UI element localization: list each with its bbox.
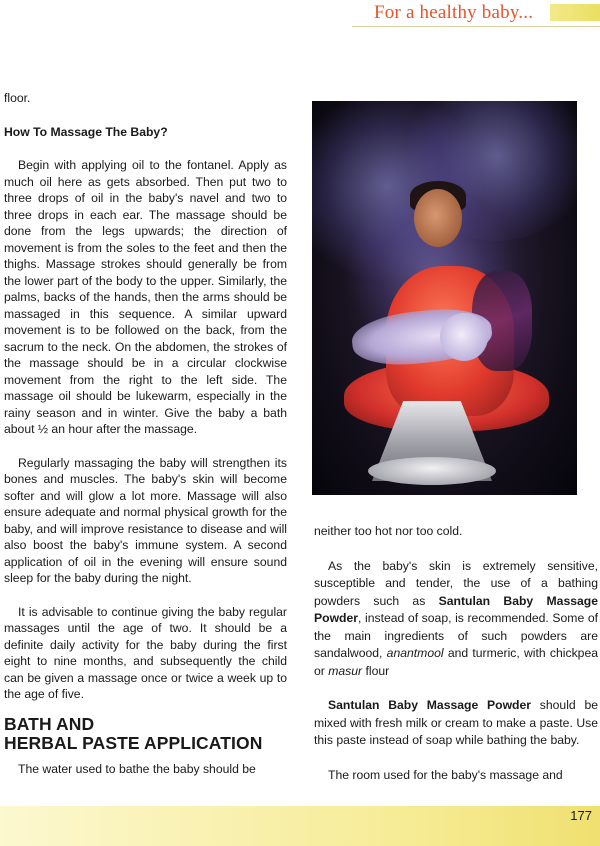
paragraph-massage-duration: It is advisable to continue giving the baby regular massages until the age of two. It should be a definite daily activity for the baby during the first eight to nine months, and subsequently the child can be given a massage once or twice a week up to the age of five. bbox=[4, 604, 287, 701]
page-number: 177 bbox=[570, 808, 592, 823]
paragraph-massage-steps: Begin with applying oil to the fontanel. Apply as much oil here as gets absorbed. Then put two to three drops of oil in the baby's navel and two to three drops in each ear. The massage should be done from the legs upwards; the direction of movement is from the soles to the feet and then the thighs. Massage strokes should generally be from the lower part of the body to the upper. Similarly, the palms, backs of the hands, then the arms should be massaged in this sequence. A similar upward movement is to be followed on the back, from the sacrum to the neck. On the abdomen, the strokes of the massage should be in a circular clockwise movement from the right to the left side. The massage oil should be lukewarm, especially in the rainy season and in winter. Give the baby a bath about ½ an hour after the massage. bbox=[4, 158, 287, 436]
paragraph-paste-instructions bbox=[314, 697, 598, 750]
section-title-line2: HERBAL PASTE APPLICATION bbox=[4, 732, 263, 753]
product-name-bold: Santulan Baby Massage Powder bbox=[328, 698, 532, 712]
text-run: should be mixed with fresh milk or cream to make a paste. Use this paste instead of soap while bathing the baby. bbox=[314, 698, 598, 747]
photo-woman-head bbox=[414, 189, 462, 247]
product-name-bold: Santulan Baby Massage Powder bbox=[314, 593, 599, 625]
paragraph-bath-water: The water used to bathe the baby should be bbox=[18, 761, 256, 776]
header-rule bbox=[352, 26, 600, 27]
ingredient-italic: masur bbox=[328, 663, 363, 678]
left-column bbox=[4, 90, 287, 777]
subheading-how-to-massage: How To Massage The Baby? bbox=[4, 124, 168, 139]
mother-massaging-baby-photo bbox=[312, 101, 577, 495]
paragraph-massage-benefits: Regularly massaging the baby will strengthen its bones and muscles. The baby's skin will become softer and will glow a lot more. Massage will also ensure adequate and normal physical growth for the baby, and will improve resistance to disease and will also boost the baby's immune system. A second application of oil in the evening will ensure sound sleep for the baby during the night. bbox=[4, 455, 287, 585]
text-run: , instead of soap, is recommended. Some of the main ingredients of such powders are sandalwood, bbox=[314, 611, 598, 660]
continued-fragment: floor. bbox=[4, 91, 31, 105]
text-run: As the baby's skin is extremely sensitive, susceptible and tender, the use of a bathing powders such as bbox=[314, 558, 598, 608]
section-title-line1: BATH AND bbox=[4, 713, 95, 734]
photo-baby-head bbox=[440, 313, 488, 361]
text-run: and turmeric, with chickpea or bbox=[314, 646, 598, 678]
paragraph-bathing-powder bbox=[314, 558, 598, 681]
paragraph-water-temperature: neither too hot nor too cold. bbox=[314, 524, 463, 538]
right-column bbox=[314, 523, 598, 784]
footer-band bbox=[0, 806, 600, 846]
photo-metal-pot-rim bbox=[368, 457, 496, 485]
text-run: flour bbox=[362, 663, 390, 678]
running-header-title: For a healthy baby... bbox=[374, 2, 534, 23]
header-accent-band bbox=[550, 4, 600, 21]
paragraph-massage-room: The room used for the baby's massage and bbox=[328, 767, 563, 782]
ingredient-italic: anantmool bbox=[386, 646, 444, 660]
